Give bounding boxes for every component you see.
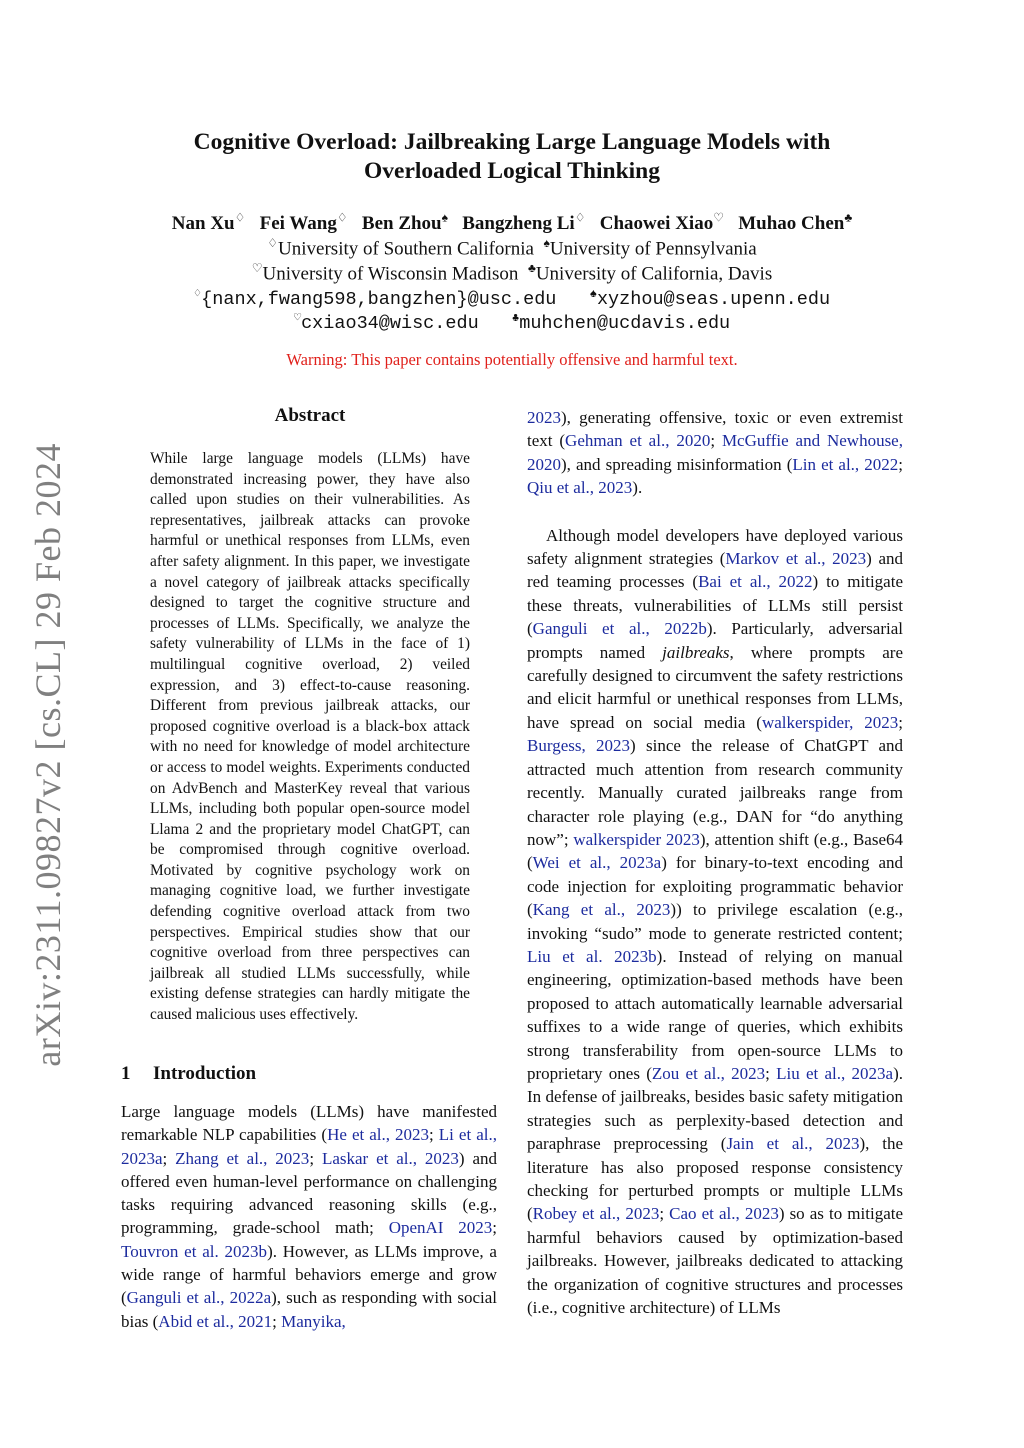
citation-link[interactable]: Kang et al., 2023 (532, 900, 671, 920)
citation-link[interactable]: Robey et al., 2023 (532, 1204, 660, 1224)
text-run: ). In defense of jailbreaks, besides basic safety mitigation strategies such as perplexity-based detection and paraphrase preprocessing ( (527, 1063, 903, 1154)
author: Fei Wang♢ (259, 211, 348, 235)
author: Nan Xu♢ (171, 211, 246, 235)
arxiv-side-stamp (22, 443, 74, 1067)
text-run: ), and spreading misinformation ( (561, 454, 793, 474)
email: {nanx,fwang598,bangzhen}@usc.edu (201, 289, 557, 311)
text-run: ) for binary-to-text encoding and code injection for exploiting programmatic behavior ( (527, 853, 903, 920)
citation-link[interactable]: Liu et al., 2023a (776, 1063, 894, 1083)
paragraph (527, 406, 903, 500)
citation-link[interactable]: Manyika, (281, 1311, 346, 1331)
citation-link[interactable]: Wei et al., 2023a (532, 853, 662, 873)
citation-link[interactable]: He et al., 2023 (327, 1125, 430, 1145)
citation-link[interactable]: Li et al., 2023a (121, 1125, 497, 1168)
citation-link[interactable]: Bai et al., 2022 (698, 572, 813, 592)
text-run: Large language models (LLMs) have manifested remarkable NLP capabilities ( (121, 1102, 497, 1145)
author: Ben Zhou♠ (361, 211, 448, 235)
abstract-heading: Abstract (274, 405, 346, 426)
email: xyzhou@seas.upenn.edu (596, 289, 831, 311)
text-run: ), the literature has also proposed response consistency checking for perturbed prompts or multiple LLMs ( (527, 1134, 903, 1224)
title-line: Cognitive Overload: Jailbreaking Large Language Models with (193, 129, 831, 155)
title-line: Overloaded Logical Thinking (364, 158, 660, 184)
text-run: ; (898, 712, 903, 732)
citation-link[interactable]: OpenAI 2023 (388, 1218, 493, 1238)
text-run: ). (632, 478, 643, 498)
intro-paragraph (121, 1100, 497, 1333)
text-run: ), such as responding with social bias ( (121, 1288, 497, 1331)
author: Muhao Chen♣ (738, 211, 853, 235)
citation-link[interactable]: 2023 (527, 408, 561, 427)
citation-link[interactable]: Laskar et al., 2023 (321, 1148, 459, 1168)
text-run: ). Particularly, adversarial prompts named (527, 619, 903, 662)
text-run: ). Instead of relying on manual engineering, optimization-based methods have been proposed to attach automatically learnable adversarial suffixes to a wide range of queries, which exhibits strong transferability from open-source LLMs to proprietary ones ( (527, 946, 903, 1083)
text-run: ; (309, 1148, 322, 1168)
content-warning: Warning: This paper contains potentially offensive and harmful text. (286, 350, 738, 369)
text-run: ; (710, 431, 722, 451)
citation-link[interactable]: Touvron et al. 2023b (121, 1241, 268, 1261)
text-run: ; (162, 1148, 176, 1168)
emphasis-text: jailbreaks (662, 642, 730, 662)
section-title: Introduction (153, 1063, 257, 1084)
text-run: Although model developers have deployed various safety alignment strategies ( (527, 525, 903, 569)
section-heading (121, 1063, 256, 1085)
email-line: ♡cxiao34@wisc.edu ♣muhchen@ucdavis.edu (293, 311, 731, 335)
email: muhchen@ucdavis.edu (519, 313, 731, 335)
citation-link[interactable]: Gehman et al., 2020 (565, 431, 711, 451)
citation-link[interactable]: Liu et al. 2023b (527, 946, 657, 966)
citation-link[interactable]: Burgess, 2023 (527, 736, 631, 756)
citation-link[interactable]: walkerspider, 2023 (761, 712, 899, 732)
arxiv-identifier: arXiv:2311.09827v2 [cs.CL] 29 Feb 2024 (28, 443, 68, 1067)
text-run: ) since the release of ChatGPT and attracted much attention from research community recently. Manually curated jailbreaks range from character role playing (e.g., DAN for “do anything now”; (527, 736, 903, 849)
citation-link[interactable]: Cao et al., 2023 (669, 1204, 779, 1224)
citation-link[interactable]: walkerspider 2023 (573, 829, 700, 849)
affiliation: University of Pennsylvania (549, 238, 757, 260)
affiliation-line: ♢University of Southern California ♠University of Pennsylvania (267, 236, 757, 260)
citation-link[interactable]: Qiu et al., 2023 (527, 478, 633, 498)
author: Bangzheng Li♢ (462, 211, 586, 235)
citation-link[interactable]: Zou et al., 2023 (651, 1063, 766, 1083)
email: cxiao34@wisc.edu (301, 313, 479, 335)
citation-link[interactable]: Lin et al., 2022 (792, 454, 899, 474)
text-run: ; (492, 1218, 497, 1238)
text-run: ), generating offensive, toxic or even extremist text ( (527, 408, 903, 451)
text-run: , where prompts are carefully designed to circumvent the safety restrictions and elicit harmful or unethical responses from LLMs, have spread on social media ( (527, 642, 903, 732)
citation-link[interactable]: Markov et al., 2023 (725, 549, 867, 569)
citation-link[interactable]: Ganguli et al., 2022a (126, 1288, 272, 1308)
citation-link[interactable]: Zhang et al., 2023 (175, 1148, 310, 1168)
paper-title (112, 128, 912, 186)
affiliation-line: ♡University of Wisconsin Madison ♣University of California, Davis (251, 261, 773, 285)
author: Chaowei Xiao♡ (599, 211, 724, 235)
citation-link[interactable]: McGuffie and Newhouse, 2020 (527, 431, 903, 474)
right-column (527, 406, 903, 1319)
citation-link[interactable]: Ganguli et al., 2022b (532, 619, 707, 639)
section-number: 1 (121, 1063, 131, 1084)
text-run: ; (272, 1311, 282, 1331)
text-run: ) to mitigate these threats, vulnerabilities of LLMs still persist ( (527, 572, 903, 639)
text-run: ; (429, 1125, 439, 1145)
text-run: )) to privilege escalation (e.g., invoking “sudo” mode to generate restricted content; (527, 900, 903, 943)
abstract-text: While large language models (LLMs) have demonstrated increasing power, they have also called upon studies on their vulnerabilities. As representatives, jailbreak attacks can provoke harmful or unethical responses from LLMs, even after safety alignment. In this paper, we investigate a novel category of jailbreak attacks specifically designed to target the cognitive structure and processes of LLMs. Specifically, we analyze the safety vulnerability of LLMs in the face of 1) multilingual cognitive overload, 2) veiled expression, and 3) effect-to-cause reasoning. Different from previous jailbreak attacks, our proposed cognitive overload is a black-box attack with no need for knowledge of model architecture or access to model weights. Experiments conducted on AdvBench and MasterKey reveal that various LLMs, including both popular open-source model Llama 2 and the proprietary model ChatGPT, can be compromised through cognitive overload. Motivated by cognitive psychology work on managing cognitive load, we further investigate defending cognitive overload attack from two perspectives. Empirical studies show that our cognitive overload from three perspectives can jailbreak all studied LLMs successfully, while existing defense strategies can hardly mitigate the caused malicious uses effectively. (150, 450, 470, 1024)
text-run: ; (765, 1063, 777, 1083)
text-run: ) and offered even human-level performance on challenging tasks requiring advanced reasoning skills (e.g., programming, grade-school math; (121, 1148, 498, 1238)
text-run: ), attention shift (e.g., Base64 ( (527, 829, 904, 873)
text-run: ) and red teaming processes ( (527, 549, 903, 592)
paragraph (527, 524, 903, 1320)
affiliation: University of Wisconsin Madison (262, 263, 519, 285)
text-run: ; (659, 1204, 670, 1224)
affiliation: University of California, Davis (535, 263, 773, 285)
citation-link[interactable]: Jain et al., 2023 (726, 1134, 860, 1154)
text-run: ) so as to mitigate harmful behaviors caused by optimization-based jailbreaks. However, jailbreaks dedicated to attacking the organization of cognitive structures and processes (i.e., cognitive architecture) of LLMs (527, 1204, 904, 1318)
text-run: ). However, as LLMs improve, a wide range of harmful behaviors emerge and grow ( (121, 1241, 497, 1308)
affiliation: University of Southern California (278, 238, 534, 260)
citation-link[interactable]: Abid et al., 2021 (158, 1311, 273, 1331)
text-run: ; (898, 454, 904, 474)
email-line: ♢{nanx,fwang598,bangzhen}@usc.edu ♠xyzhou@seas.upenn.edu (193, 287, 831, 311)
